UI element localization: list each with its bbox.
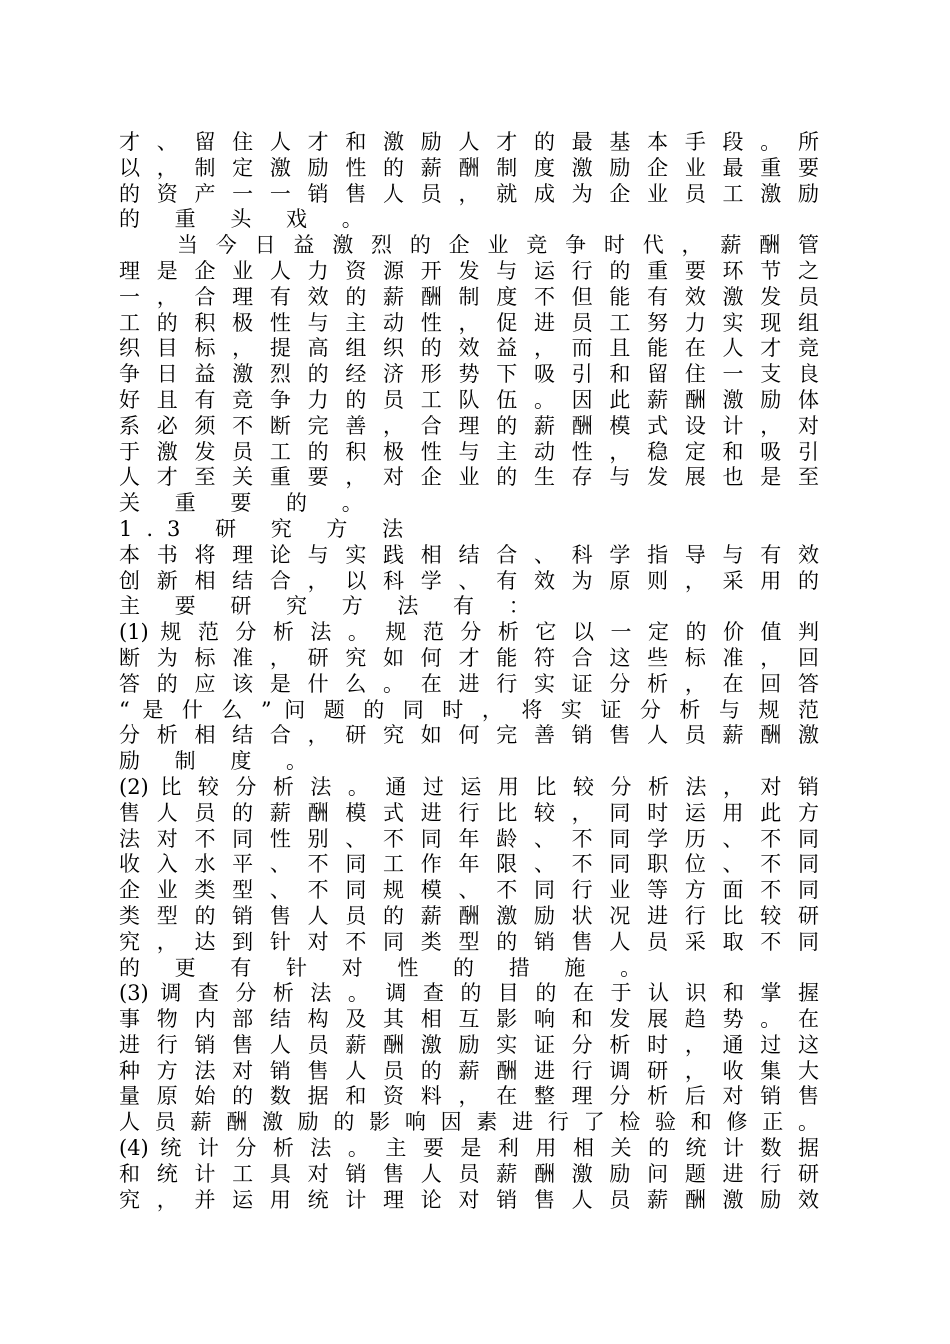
text-line: (2) 比 较 分 析 法 。 通 过 运 用 比 较 分 析 法 ， 对 销 [119, 774, 819, 799]
text-line: 事 物 内 部 结 构 及 其 相 互 影 响 和 发 展 趋 势 。 在 [119, 1007, 819, 1032]
text-line: 一 ， 合 理 有 效 的 薪 酬 制 度 不 但 能 有 效 激 发 员 [119, 284, 819, 309]
text-line: 系 必 须 不 断 完 善 ， 合 理 的 薪 酬 模 式 设 计 ， 对 [119, 413, 819, 438]
text-line: 分 析 相 结 合 ， 研 究 如 何 完 善 销 售 人 员 薪 酬 激 [119, 723, 819, 748]
text-line: 于 激 发 员 工 的 积 极 性 与 主 动 性 ， 稳 定 和 吸 引 [119, 439, 819, 464]
text-line: 答 的 应 该 是 什 么 。 在 进 行 实 证 分 析 ， 在 回 答 [119, 671, 819, 696]
text-line: 理 是 企 业 人 力 资 源 开 发 与 运 行 的 重 要 环 节 之 [119, 258, 819, 283]
text-line: 织 目 标 ， 提 高 组 织 的 效 益 ， 而 且 能 在 人 才 竞 [119, 336, 819, 361]
text-line: 断 为 标 准 ， 研 究 如 何 才 能 符 合 这 些 标 准 ， 回 [119, 645, 819, 670]
text-line: 企 业 类 型 、 不 同 规 模 、 不 同 行 业 等 方 面 不 同 [119, 878, 819, 903]
text-line: 以 ， 制 定 激 励 性 的 薪 酬 制 度 激 励 企 业 最 重 要 [119, 155, 819, 180]
text-line: 售 人 员 的 薪 酬 模 式 进 行 比 较 ， 同 时 运 用 此 方 [119, 800, 819, 825]
text-line: 收 入 水 平 、 不 同 工 作 年 限 、 不 同 职 位 、 不 同 [119, 852, 819, 877]
text-line: 类 型 的 销 售 人 员 的 薪 酬 激 励 状 况 进 行 比 较 研 [119, 903, 819, 928]
text-line: 工 的 积 极 性 与 主 动 性 ， 促 进 员 工 努 力 实 现 组 [119, 310, 819, 335]
text-line: (4) 统 计 分 析 法 。 主 要 是 利 用 相 关 的 统 计 数 据 [119, 1136, 819, 1161]
text-line: 的 重 头 戏 。 [119, 207, 377, 232]
text-line: 人 才 至 关 重 要 ， 对 企 业 的 生 存 与 发 展 也 是 至 [119, 465, 819, 490]
text-line: 励 制 度 。 [119, 749, 322, 774]
text-line: 主 要 研 究 方 法 有 ： [119, 594, 544, 619]
text-line: 进 行 销 售 人 员 薪 酬 激 励 实 证 分 析 时 ， 通 过 这 [119, 1032, 819, 1057]
text-line: 究 ， 达 到 针 对 不 同 类 型 的 销 售 人 员 采 取 不 同 [119, 929, 819, 954]
text-line: 创 新 相 结 合 ， 以 科 学 、 有 效 为 原 则 ， 采 用 的 [119, 568, 819, 593]
text-line: 争 日 益 激 烈 的 经 济 形 势 下 吸 引 和 留 住 一 支 良 [119, 362, 819, 387]
text-line: 关 重 要 的 。 [119, 491, 377, 516]
text-line: 当 今 日 益 激 烈 的 企 业 竞 争 时 代 ， 薪 酬 管 [177, 233, 819, 258]
text-line: 究 ， 并 运 用 统 计 理 论 对 销 售 人 员 薪 酬 激 励 效 [119, 1187, 819, 1212]
text-line: 的 资 产 一 一 销 售 人 员 ， 就 成 为 企 业 员 工 激 励 [119, 181, 819, 206]
text-line: 种 方 法 对 销 售 人 员 的 薪 酬 进 行 调 研 ， 收 集 大 [119, 1058, 819, 1083]
text-line: 本 书 将 理 论 与 实 践 相 结 合 、 科 学 指 导 与 有 效 [119, 542, 819, 567]
body-text [119, 130, 819, 1213]
text-line: 和 统 计 工 具 对 销 售 人 员 薪 酬 激 励 问 题 进 行 研 [119, 1161, 819, 1186]
text-line: 人 员 薪 酬 激 励 的 影 响 因 素 进 行 了 检 验 和 修 正 。 [119, 1110, 819, 1135]
text-line: 好 且 有 竞 争 力 的 员 工 队 伍 。 因 此 薪 酬 激 励 体 [119, 387, 819, 412]
text-line: 的 更 有 针 对 性 的 措 施 。 [119, 955, 656, 980]
text-line: (1) 规 范 分 析 法 。 规 范 分 析 它 以 一 定 的 价 值 判 [119, 620, 819, 645]
text-line: “ 是 什 么 ” 问 题 的 同 时 ， 将 实 证 分 析 与 规 范 [119, 697, 819, 722]
text-line: 法 对 不 同 性 别 、 不 同 年 龄 、 不 同 学 历 、 不 同 [119, 826, 819, 851]
text-line: 1.3 研 究 方 法 [119, 516, 418, 541]
text-line: (3) 调 查 分 析 法 。 调 查 的 目 的 在 于 认 识 和 掌 握 [119, 981, 819, 1006]
text-line: 量 原 始 的 数 据 和 资 料 ， 在 整 理 分 析 后 对 销 售 [119, 1084, 819, 1109]
text-line: 才 、 留 住 人 才 和 激 励 人 才 的 最 基 本 手 段 。 所 [119, 130, 819, 154]
